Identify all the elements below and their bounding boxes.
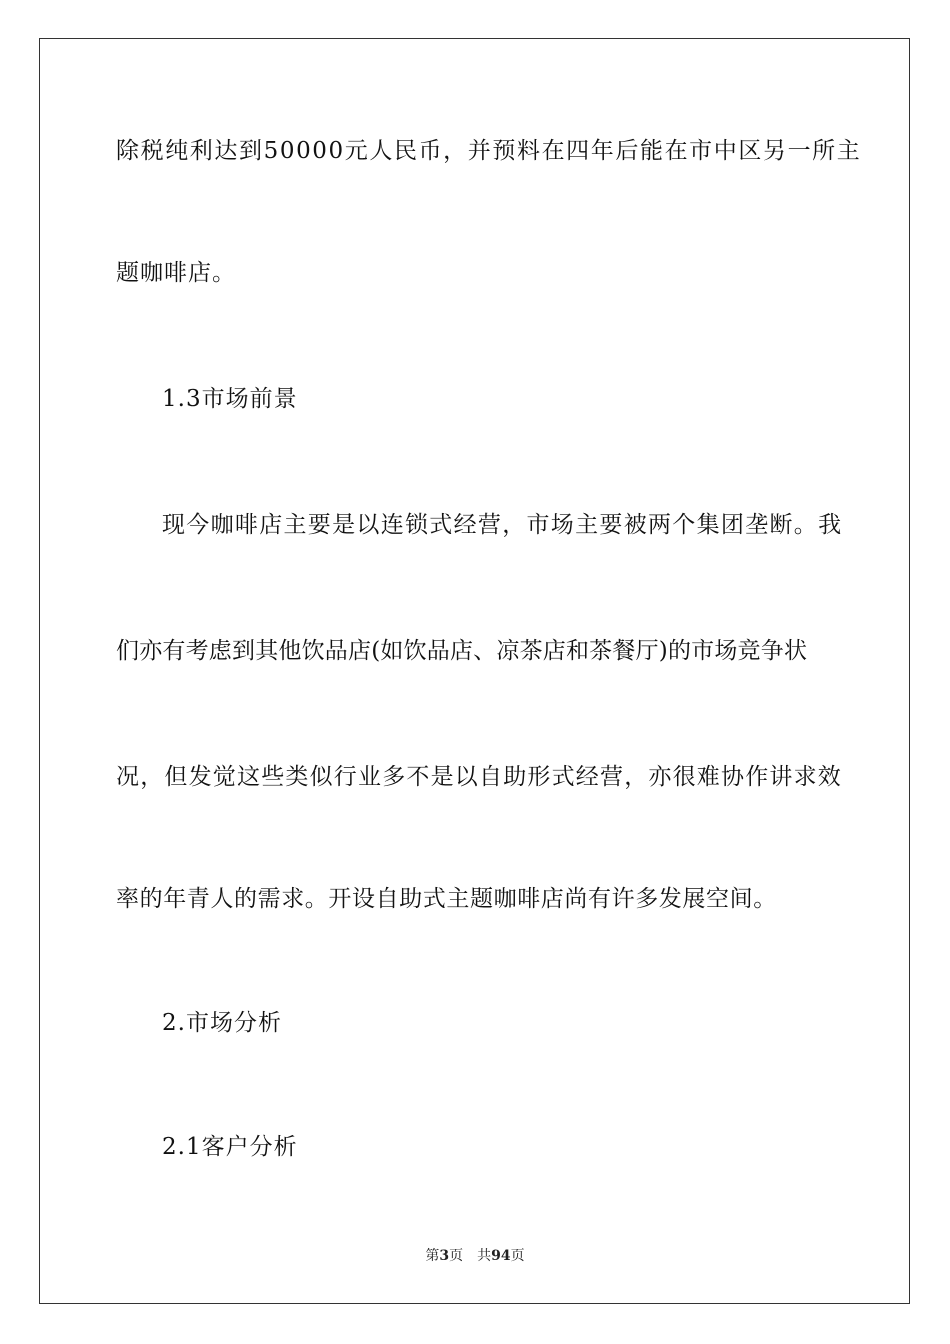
paragraph-line-4: 现今咖啡店主要是以连锁式经营，市场主要被两个集团垄断。我 (162, 512, 843, 538)
section-heading-1-3: 1.3市场前景 (162, 386, 298, 412)
footer-total-suffix: 页 (510, 1248, 525, 1264)
footer-page-suffix: 页 (449, 1248, 464, 1264)
paragraph-line-2: 题咖啡店。 (116, 260, 236, 286)
section-heading-2: 2.市场分析 (162, 1010, 282, 1036)
paragraph-line-6: 况，但发觉这些类似行业多不是以自助形式经营，亦很难协作讲求效 (116, 764, 842, 790)
page-footer (0, 1247, 950, 1265)
section-heading-2-1: 2.1客户分析 (162, 1134, 298, 1160)
page-border (39, 38, 910, 1304)
paragraph-line-7: 率的年青人的需求。开设自助式主题咖啡店尚有许多发展空间。 (116, 886, 777, 912)
paragraph-line-1: 除税纯利达到50000元人民币，并预料在四年后能在市中区另一所主 (116, 138, 862, 164)
paragraph-line-5: 们亦有考虑到其他饮品店(如饮品店、凉茶店和茶餐厅)的市场竞争状 (116, 638, 808, 664)
footer-total-prefix: 共 (477, 1248, 492, 1264)
footer-total-pages: 94 (491, 1248, 511, 1264)
footer-page-number: 3 (439, 1248, 450, 1264)
footer-page-prefix: 第 (425, 1248, 440, 1264)
